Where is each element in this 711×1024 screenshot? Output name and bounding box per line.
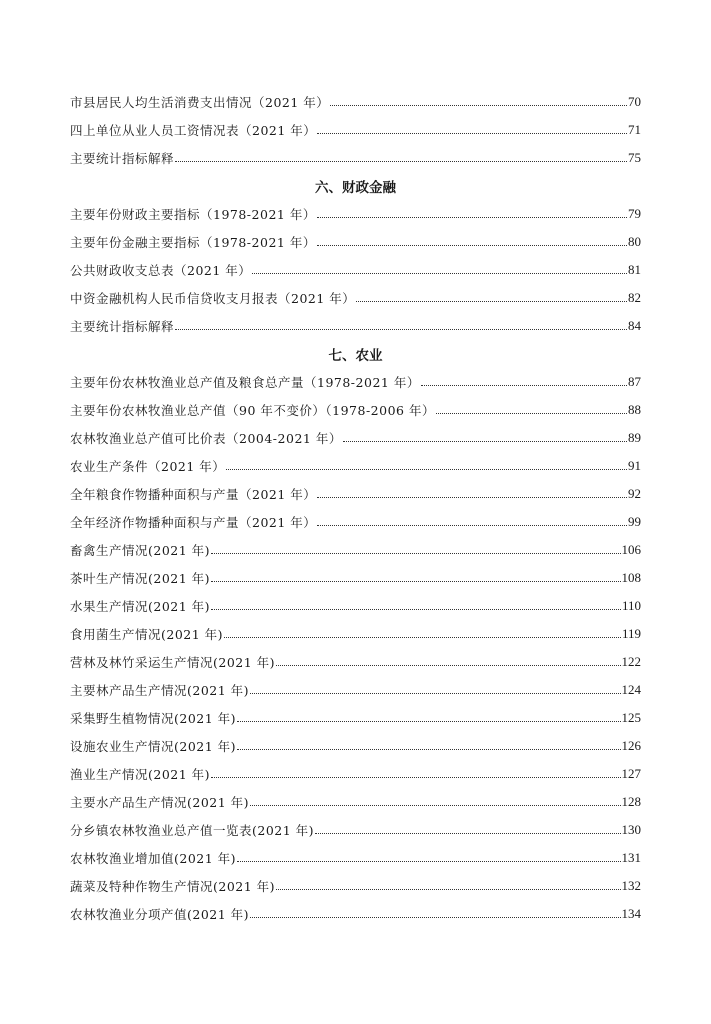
toc-entry-title: 主要统计指标解释	[70, 319, 175, 334]
toc-entry-page: 88	[628, 402, 641, 417]
toc-entry[interactable]	[70, 312, 641, 340]
dot-leader	[250, 805, 620, 806]
toc-entry-title: 农林牧渔业增加值(2021 年)	[70, 851, 237, 866]
toc-entry[interactable]	[70, 368, 641, 396]
dot-leader	[226, 469, 627, 470]
dot-leader	[250, 917, 620, 918]
dot-leader	[237, 721, 620, 722]
toc-entry[interactable]	[70, 648, 641, 676]
toc-entry[interactable]	[70, 788, 641, 816]
toc-entry-page: 81	[628, 262, 641, 277]
toc-entry[interactable]	[70, 620, 641, 648]
toc-entry-title: 主要年份农林牧渔业总产值（90 年不变价）（1978-2006 年）	[70, 403, 435, 418]
toc-entry[interactable]	[70, 872, 641, 900]
toc-entry[interactable]	[70, 508, 641, 536]
toc-entry-title: 主要年份财政主要指标（1978-2021 年）	[70, 207, 316, 222]
toc-entry-page: 106	[621, 542, 641, 557]
toc-entry[interactable]	[70, 284, 641, 312]
dot-leader	[237, 861, 620, 862]
toc-entry-page: 126	[621, 738, 641, 753]
toc-entry[interactable]	[70, 144, 641, 172]
toc-entry-page: 75	[628, 150, 641, 165]
toc-entry-page: 125	[621, 710, 641, 725]
toc-entry-title: 茶叶生产情况(2021 年)	[70, 571, 211, 586]
toc-entry[interactable]	[70, 844, 641, 872]
dot-leader	[276, 665, 620, 666]
section-heading: 七、农业	[328, 348, 383, 364]
dot-leader	[317, 133, 627, 134]
dot-leader	[175, 329, 627, 330]
toc-entry-page: 110	[621, 598, 641, 613]
toc-entry-page: 132	[621, 878, 641, 893]
toc-entry-page: 91	[628, 458, 641, 473]
dot-leader	[211, 553, 620, 554]
dot-leader	[252, 273, 627, 274]
toc-entry-title: 农业生产条件（2021 年）	[70, 459, 226, 474]
toc-entry[interactable]	[70, 760, 641, 788]
toc-entry-page: 92	[628, 486, 641, 501]
toc-entry[interactable]	[70, 396, 641, 424]
dot-leader	[421, 385, 627, 386]
section-heading: 六、财政金融	[315, 180, 396, 196]
dot-leader	[224, 637, 621, 638]
toc-entry-title: 全年粮食作物播种面积与产量（2021 年）	[70, 487, 317, 502]
toc-entry-title: 中资金融机构人民币信贷收支月报表（2021 年）	[70, 291, 356, 306]
toc-entry[interactable]	[70, 228, 641, 256]
toc-entry-title: 全年经济作物播种面积与产量（2021 年）	[70, 515, 317, 530]
toc-entry-page: 87	[628, 374, 641, 389]
dot-leader	[211, 777, 620, 778]
dot-leader	[315, 833, 620, 834]
toc-entry-title: 水果生产情况(2021 年)	[70, 599, 211, 614]
toc-entry-page: 127	[621, 766, 641, 781]
toc-entry-title: 渔业生产情况(2021 年)	[70, 767, 211, 782]
toc-entry-title: 分乡镇农林牧渔业总产值一览表(2021 年)	[70, 823, 315, 838]
toc-entry-title: 农林牧渔业分项产值(2021 年)	[70, 907, 250, 922]
toc-entry-title: 营林及林竹采运生产情况(2021 年)	[70, 655, 276, 670]
toc-entry-title: 设施农业生产情况(2021 年)	[70, 739, 237, 754]
toc-entry-title: 蔬菜及特种作物生产情况(2021 年)	[70, 879, 276, 894]
dot-leader	[330, 105, 627, 106]
dot-leader	[317, 525, 627, 526]
dot-leader	[356, 301, 627, 302]
toc-entry-title: 采集野生植物情况(2021 年)	[70, 711, 237, 726]
dot-leader	[343, 441, 627, 442]
toc-entry-page: 119	[621, 626, 641, 641]
toc-entry-page: 80	[628, 234, 641, 249]
toc-entry[interactable]	[70, 704, 641, 732]
toc-entry-page: 108	[621, 570, 641, 585]
toc-entry[interactable]	[70, 424, 641, 452]
toc-entry-page: 99	[628, 514, 641, 529]
toc-entry[interactable]	[70, 816, 641, 844]
dot-leader	[175, 161, 627, 162]
toc-entry-title: 市县居民人均生活消费支出情况（2021 年）	[70, 95, 330, 110]
toc-entry-title: 农林牧渔业总产值可比价表（2004-2021 年）	[70, 431, 342, 446]
toc-entry-title: 畜禽生产情况(2021 年)	[70, 543, 211, 558]
toc-entry[interactable]	[70, 900, 641, 928]
dot-leader	[211, 581, 620, 582]
toc-entry-page: 89	[628, 430, 641, 445]
toc-entry-page: 128	[621, 794, 641, 809]
dot-leader	[276, 889, 620, 890]
toc-entry-page: 79	[628, 206, 641, 221]
dot-leader	[211, 609, 621, 610]
toc-entry-title: 公共财政收支总表（2021 年）	[70, 263, 252, 278]
toc-entry-title: 主要水产品生产情况(2021 年)	[70, 795, 250, 810]
toc-entry[interactable]	[70, 732, 641, 760]
toc-entry[interactable]	[70, 676, 641, 704]
toc-entry[interactable]	[70, 536, 641, 564]
toc-entry-title: 主要年份金融主要指标（1978-2021 年）	[70, 235, 316, 250]
toc-entry-page: 131	[621, 850, 641, 865]
toc-entry-title: 四上单位从业人员工资情况表（2021 年）	[70, 123, 317, 138]
dot-leader	[436, 413, 627, 414]
toc-entry-page: 130	[621, 822, 641, 837]
toc-entry-page: 71	[628, 122, 641, 137]
dot-leader	[317, 497, 627, 498]
toc-entry[interactable]	[70, 452, 641, 480]
toc-entry-title: 食用菌生产情况(2021 年)	[70, 627, 224, 642]
toc-entry-page: 70	[628, 94, 641, 109]
toc-entry-page: 134	[621, 906, 641, 921]
toc-entry-title: 主要统计指标解释	[70, 151, 175, 166]
toc-entry[interactable]	[70, 256, 641, 284]
toc-entry[interactable]	[70, 480, 641, 508]
toc-entry-page: 122	[621, 654, 641, 669]
toc-entry[interactable]	[70, 564, 641, 592]
toc-entry-page: 124	[621, 682, 641, 697]
toc-entry-page: 82	[628, 290, 641, 305]
dot-leader	[317, 217, 627, 218]
toc-entry-page: 84	[628, 318, 641, 333]
dot-leader	[317, 245, 627, 246]
dot-leader	[237, 749, 620, 750]
dot-leader	[250, 693, 620, 694]
toc-entry-title: 主要林产品生产情况(2021 年)	[70, 683, 250, 698]
toc-entry-title: 主要年份农林牧渔业总产值及粮食总产量（1978-2021 年）	[70, 375, 420, 390]
toc-entry[interactable]	[70, 88, 641, 116]
toc-entry[interactable]	[70, 116, 641, 144]
toc-entry[interactable]	[70, 200, 641, 228]
toc-entry[interactable]	[70, 592, 641, 620]
table-of-contents	[70, 88, 641, 928]
